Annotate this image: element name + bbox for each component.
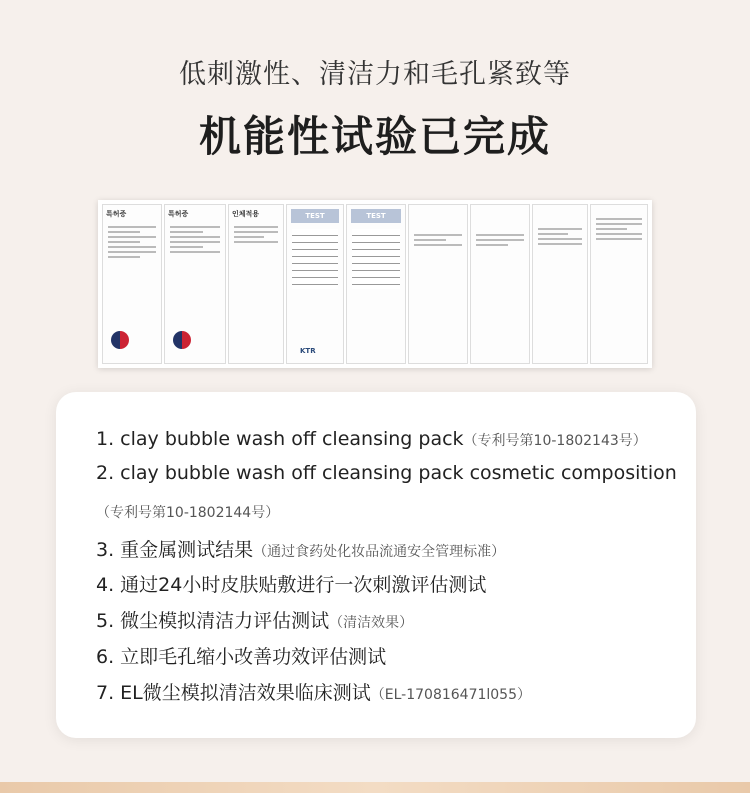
certificates-image — [98, 200, 652, 368]
list-item: 1. clay bubble wash off cleansing pack（专利号第10-1802143号） — [96, 428, 647, 450]
certificate-doc-title: TEST — [351, 209, 401, 223]
page-title: 机能性试验已完成 — [198, 112, 551, 161]
bottom-band — [0, 782, 750, 793]
certificate-doc-title: TEST — [291, 209, 339, 223]
list-item: 3. 重金属测试结果（通过食药处化妆品流通安全管理标准） — [96, 539, 506, 561]
certificate-doc — [228, 204, 284, 364]
subtitle: 低刺激性、清洁力和毛孔紧致等 — [179, 59, 571, 90]
certificate-doc — [286, 204, 344, 364]
list-item: 7. EL微尘模拟清洁效果临床测试（EL-170816471l055） — [96, 682, 531, 704]
list-item: （专利号第10-1802144号） — [96, 505, 280, 521]
certificate-doc-title: 특허증 — [106, 210, 127, 218]
certificate-doc-title: 인체적용 — [232, 210, 260, 218]
certificate-doc — [408, 204, 468, 364]
list-item: 5. 微尘模拟清洁力评估测试（清洁效果） — [96, 610, 414, 632]
test-list-card — [56, 392, 696, 738]
certificate-doc — [102, 204, 162, 364]
certificate-doc — [470, 204, 530, 364]
list-item: 2. clay bubble wash off cleansing pack cosmetic composition — [96, 462, 677, 484]
list-item: 6. 立即毛孔缩小改善功效评估测试 — [96, 646, 387, 668]
seal-icon — [173, 331, 191, 349]
certificate-doc — [164, 204, 226, 364]
certificate-doc-title: 특허증 — [168, 210, 189, 218]
certificate-doc — [590, 204, 648, 364]
ktr-logo: KTR — [300, 347, 316, 355]
certificate-doc — [532, 204, 588, 364]
seal-icon — [111, 331, 129, 349]
certificate-doc — [346, 204, 406, 364]
list-item: 4. 通过24小时皮肤贴敷进行一次刺激评估测试 — [96, 574, 487, 596]
